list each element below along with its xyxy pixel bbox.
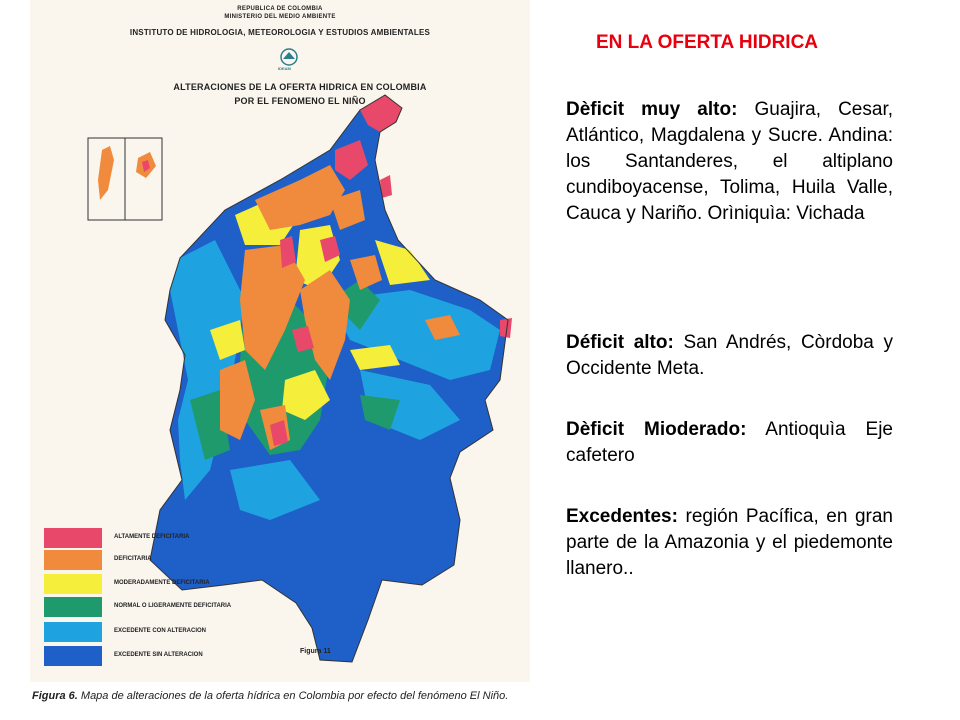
paragraph-label: Dèficit Mioderado: bbox=[566, 419, 747, 440]
paragraph-text: Antioquìa Eje cafetero bbox=[566, 419, 893, 466]
legend-item-excedente-sin bbox=[44, 646, 304, 668]
figure-caption bbox=[32, 690, 508, 702]
legend-swatch bbox=[44, 574, 102, 594]
paragraph-label: Déficit alto: bbox=[566, 332, 674, 353]
legend-swatch bbox=[44, 646, 102, 666]
map-panel bbox=[30, 0, 530, 682]
header-republic: REPUBLICA DE COLOMBIA bbox=[237, 6, 323, 12]
paragraph-text: San Andrés, Còrdoba y Occidente Meta. bbox=[566, 332, 893, 379]
san-andres-inset bbox=[98, 146, 114, 200]
header-ministry: MINISTERIO DEL MEDIO AMBIENTE bbox=[224, 14, 336, 20]
legend-swatch bbox=[44, 597, 102, 617]
figure-label: Figura 11 bbox=[300, 648, 331, 655]
legend-label: EXCEDENTE SIN ALTERACION bbox=[114, 652, 203, 658]
paragraph-excedentes bbox=[566, 504, 893, 582]
legend-item-normal bbox=[44, 597, 304, 619]
paragraph-muy-alto bbox=[566, 97, 893, 227]
legend-item-altamente bbox=[44, 528, 304, 550]
paragraph-text: región Pacífica, en gran parte de la Amazonia y el piedemonte llanero.. bbox=[566, 506, 893, 579]
legend-label: DEFICITARIA bbox=[114, 556, 152, 562]
legend-item-deficitaria bbox=[44, 550, 304, 572]
paragraph-alto bbox=[566, 330, 893, 382]
legend-label: ALTAMENTE DEFICITARIA bbox=[114, 534, 190, 540]
map-title-line1: ALTERACIONES DE LA OFERTA HIDRICA EN COLOMBIA bbox=[173, 82, 427, 92]
paragraph-moderado bbox=[566, 417, 893, 469]
legend-label: EXCEDENTE CON ALTERACION bbox=[114, 628, 207, 634]
caption-prefix: Figura 6. bbox=[32, 690, 78, 702]
paragraph-label: Excedentes: bbox=[566, 506, 678, 527]
paragraph-text: Guajira, Cesar, Atlántico, Magdalena y Sucre. Andina: los Santanderes, el altiplano cundiboyacense, Tolima, Huila Valle, Cauca y Nariño. Orìniquìa: Vichada bbox=[566, 99, 893, 224]
legend-swatch bbox=[44, 550, 102, 570]
legend-item-moderadamente bbox=[44, 574, 304, 596]
legend-swatch bbox=[44, 622, 102, 642]
legend-label: MODERADAMENTE DEFICITARIA bbox=[114, 580, 210, 586]
legend-swatch bbox=[44, 528, 102, 548]
map-title-line2: POR EL FENOMENO EL NIÑO bbox=[234, 96, 366, 106]
paragraph-label: Dèficit muy alto: bbox=[566, 99, 738, 120]
header-institute: INSTITUTO DE HIDROLOGIA, METEOROLOGIA Y ESTUDIOS AMBIENTALES bbox=[129, 28, 431, 37]
legend-label: NORMAL O LIGERAMENTE DEFICITARIA bbox=[114, 603, 232, 609]
legend-item-excedente-con bbox=[44, 622, 304, 644]
caption-text: Mapa de alteraciones de la oferta hídrica en Colombia por efecto del fenómeno El Niño. bbox=[77, 690, 509, 702]
logo-text: IDEAM bbox=[278, 66, 291, 71]
panel-title: EN LA OFERTA HIDRICA bbox=[596, 32, 819, 53]
